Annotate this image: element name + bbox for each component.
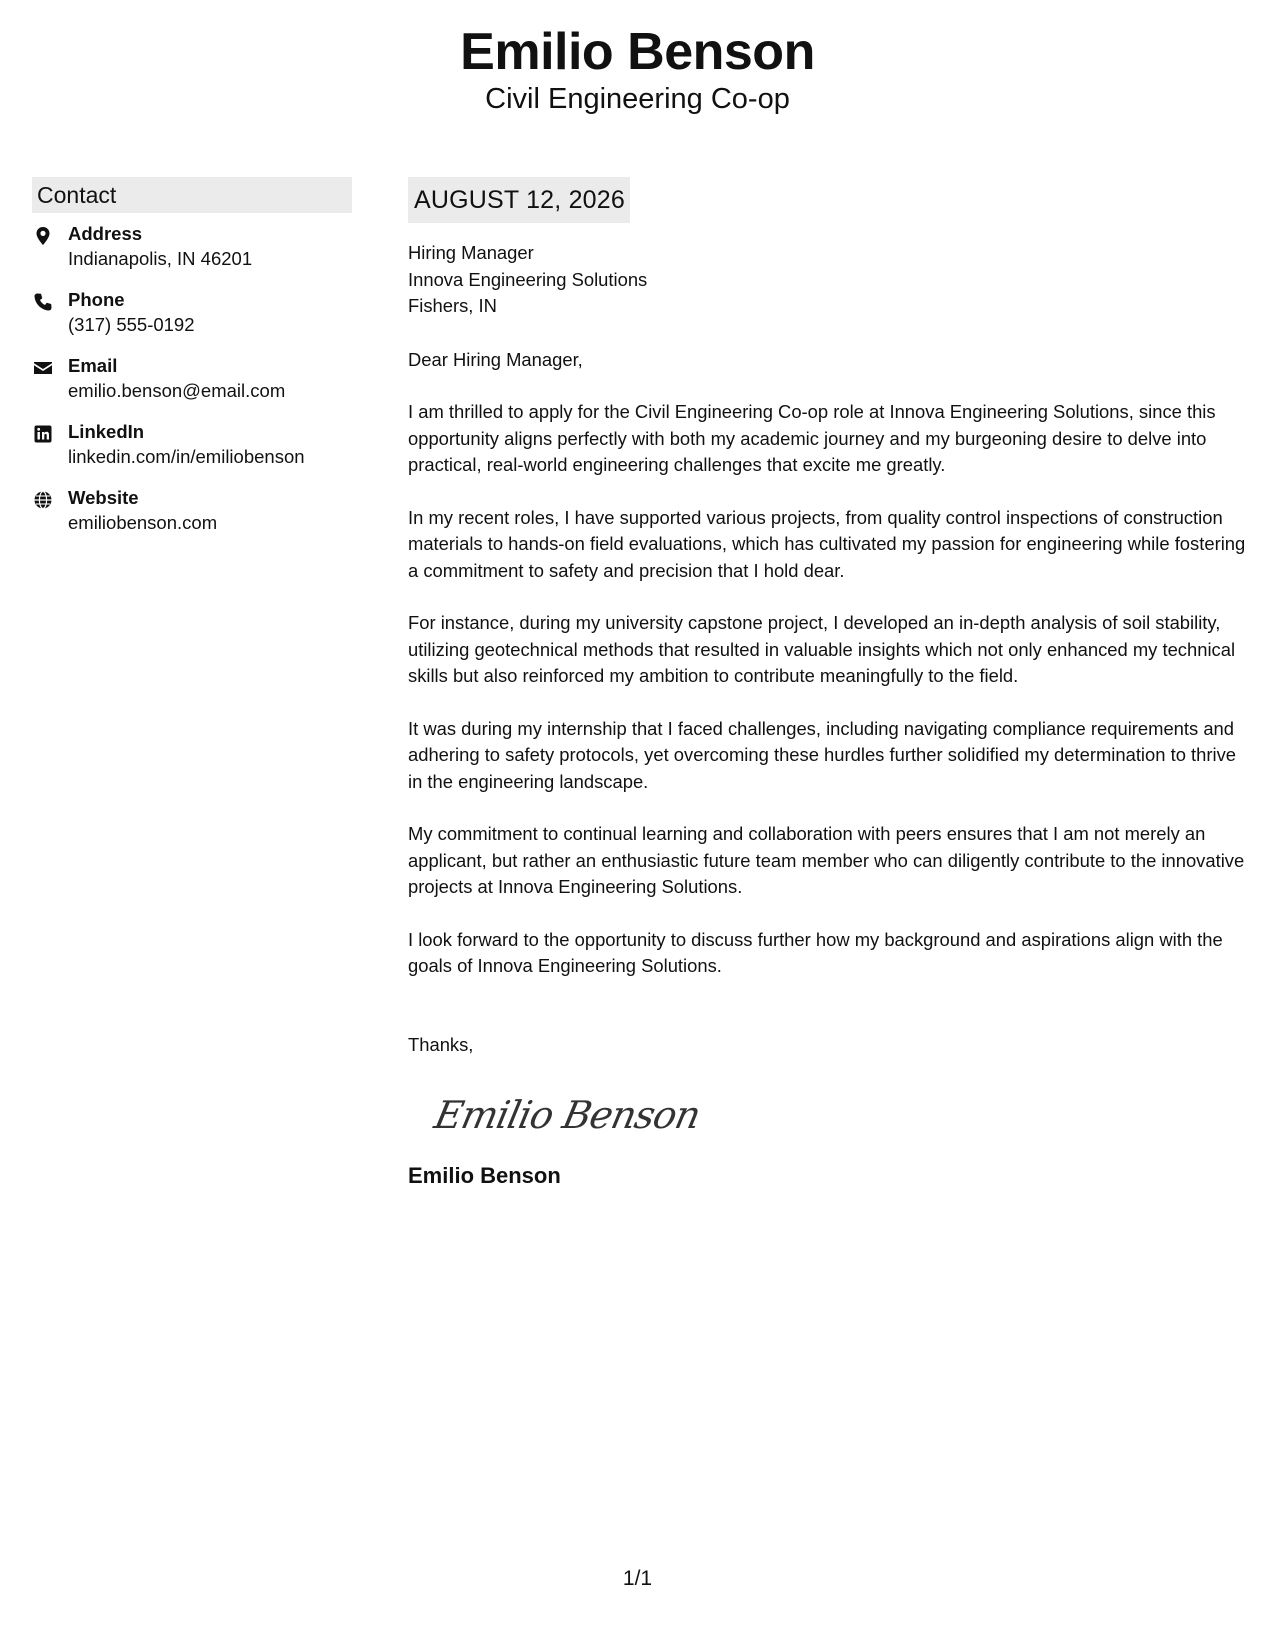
contact-email xyxy=(32,353,352,403)
recipient-company: Innova Engineering Solutions xyxy=(408,268,648,290)
paragraph: I look forward to the opportunity to discuss further how my background and aspirations align with the goals of Innova Engineering Solutions. xyxy=(408,928,1223,976)
location-pin-icon xyxy=(33,226,55,248)
signature-image xyxy=(430,1084,704,1148)
paragraph: It was during my internship that I faced challenges, including navigating compliance requirements and adhering to safety protocols, yet overcoming these hurdles further solidified my determination to thrive in the engineering landscape. xyxy=(408,717,1237,792)
signature-text: Emilio Benson xyxy=(430,1093,704,1138)
contact-section-title: Contact xyxy=(32,177,352,213)
email-value: emilio.benson@email.com xyxy=(68,380,286,401)
handwritten-signature xyxy=(430,1084,1248,1148)
phone-value: (317) 555-0192 xyxy=(68,314,195,335)
linkedin-value: linkedin.com/in/emiliobenson xyxy=(68,446,305,467)
salutation: Dear Hiring Manager, xyxy=(408,348,583,370)
contact-list xyxy=(32,221,352,535)
applicant-name: Emilio Benson xyxy=(460,23,815,81)
recipient-title: Hiring Manager xyxy=(408,242,534,263)
recipient-block xyxy=(408,240,1248,320)
resume-header xyxy=(0,22,1275,116)
linkedin-icon xyxy=(33,424,55,446)
contact-phone xyxy=(32,287,352,337)
paragraph: I am thrilled to apply for the Civil Engineering Co-op role at Innova Engineering Solutions, since this opportunity aligns perfectly with both my academic journey and my burgeoning desire to delve into practical, real-world engineering challenges that excite me greatly. xyxy=(408,401,1216,475)
globe-icon xyxy=(33,490,55,512)
closing: Thanks, xyxy=(408,1033,474,1055)
website-label: Website xyxy=(68,487,139,508)
phone-icon xyxy=(33,292,55,314)
paragraph: For instance, during my university capstone project, I developed an in-depth analysis of soil stability, utilizing geotechnical methods that resulted in valuable insights which not only enhanced my technical skills but also reinforced my ambition to contribute meaningfully to the field. xyxy=(408,612,1236,686)
contact-website xyxy=(32,485,352,535)
cover-letter-body xyxy=(408,177,1248,1190)
envelope-icon xyxy=(33,358,55,380)
address-value: Indianapolis, IN 46201 xyxy=(68,248,253,269)
job-title: Civil Engineering Co-op xyxy=(485,83,790,115)
contact-linkedin xyxy=(32,419,352,469)
linkedin-label: LinkedIn xyxy=(68,421,145,442)
recipient-location: Fishers, IN xyxy=(408,295,497,316)
website-value: emiliobenson.com xyxy=(68,512,218,533)
contact-address xyxy=(32,221,352,271)
page-number: 1/1 xyxy=(622,1567,653,1590)
contact-sidebar xyxy=(32,177,352,551)
signer-name: Emilio Benson xyxy=(408,1163,561,1188)
phone-label: Phone xyxy=(68,289,125,310)
email-label: Email xyxy=(68,355,118,376)
letter-date: AUGUST 12, 2026 xyxy=(408,177,630,223)
address-label: Address xyxy=(68,223,143,244)
paragraph: In my recent roles, I have supported various projects, from quality control inspections of construction materials to hands-on field evaluations, which has cultivated my passion for engineering while fostering a commitment to safety and precision that I hold dear. xyxy=(408,506,1246,581)
paragraph: My commitment to continual learning and collaboration with peers ensures that I am not merely an applicant, but rather an enthusiastic future team member who can diligently contribute to the innovative projects at Innova Engineering Solutions. xyxy=(408,823,1245,897)
